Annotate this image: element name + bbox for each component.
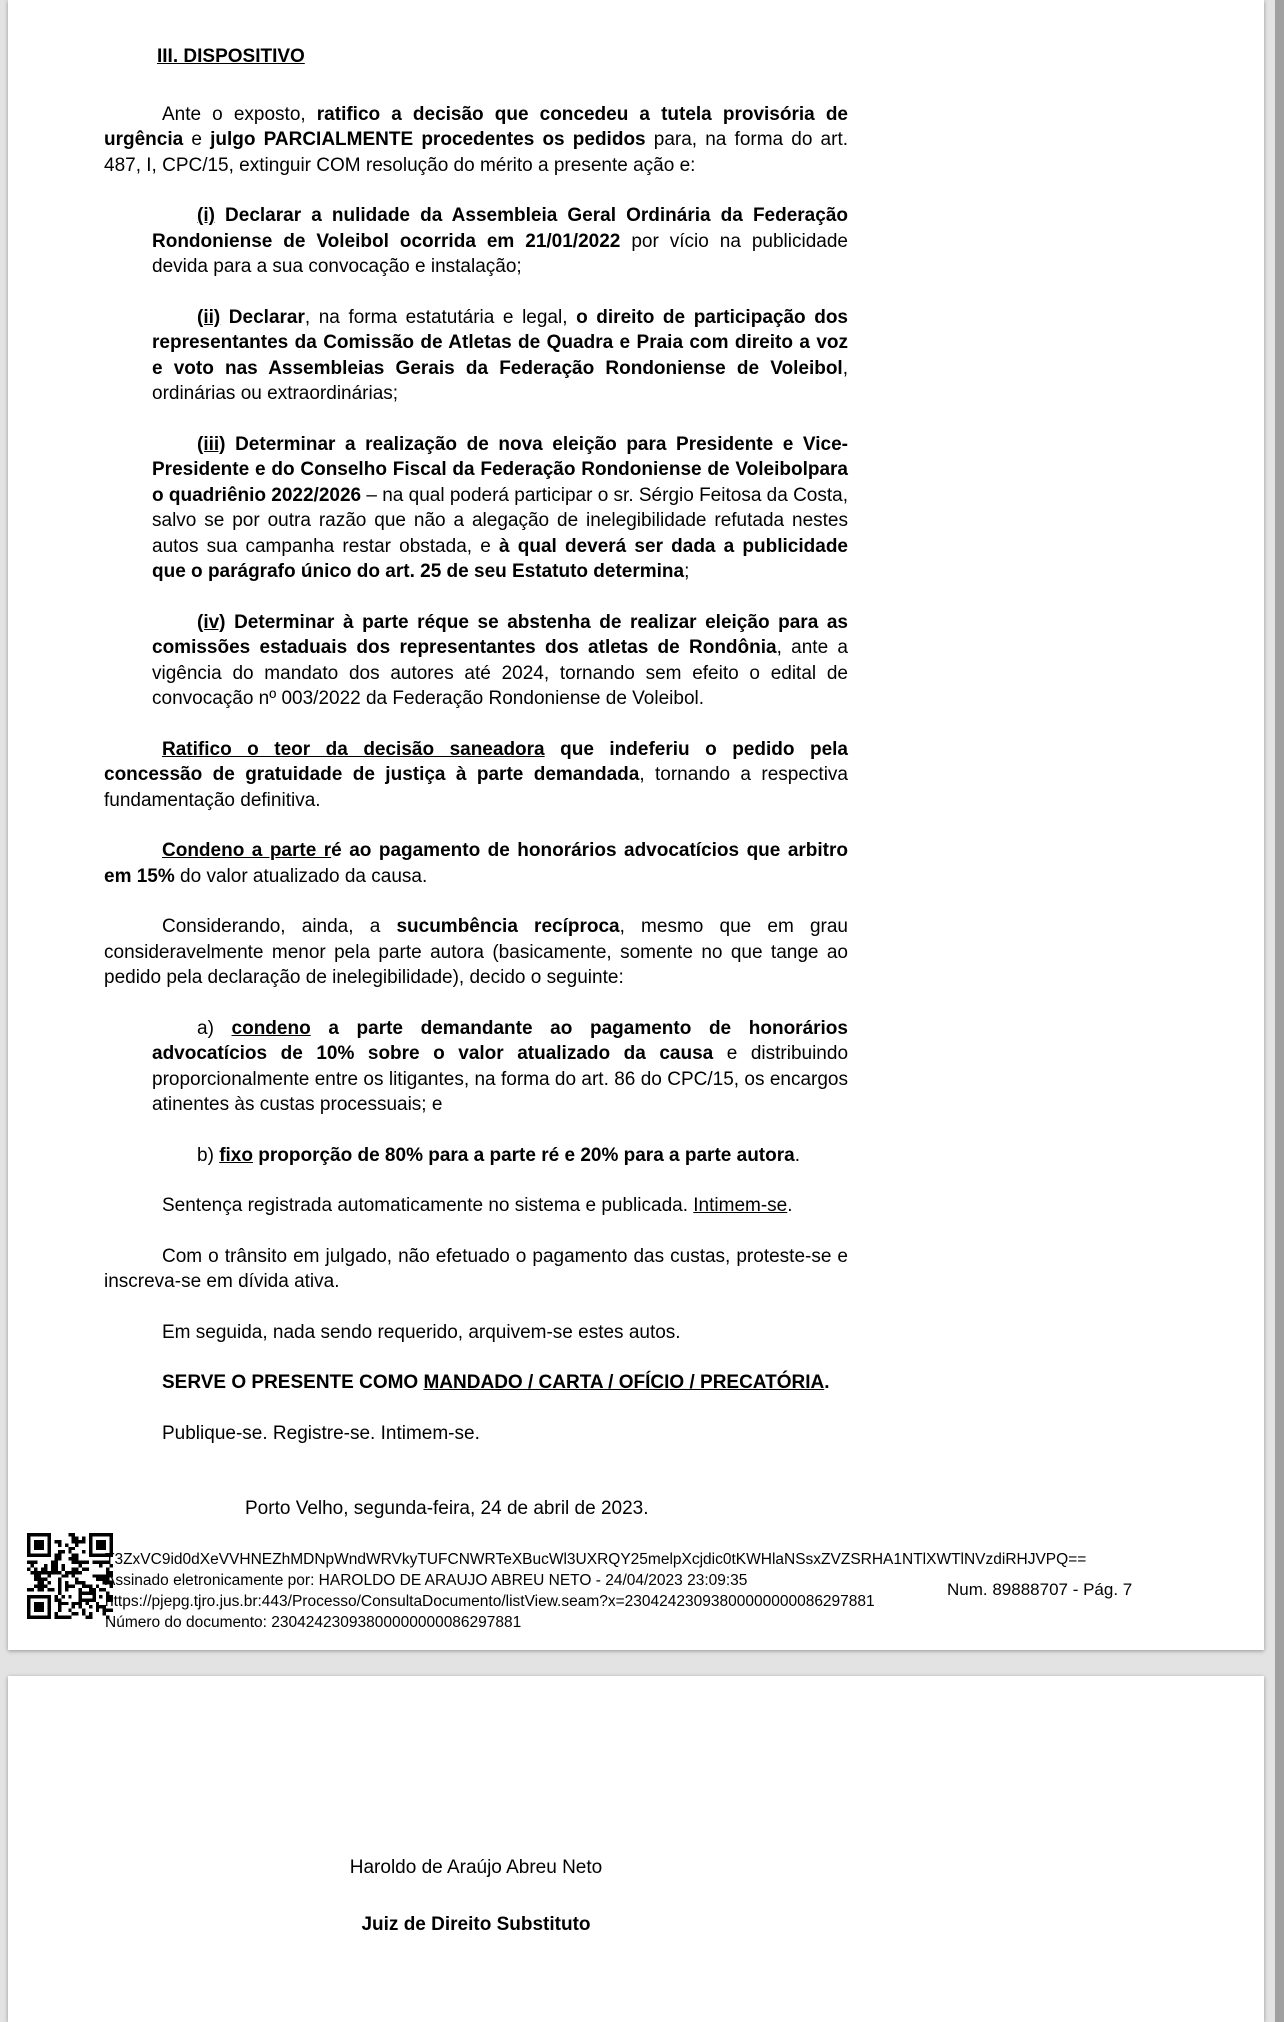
paragraph: Ante o exposto, ratifico a decisão que concedeu a tutela provisória de urgência e julgo PARCIALMENTE procedentes os pedidos para, na forma do art. 487, I, CPC/15, extinguir COM resolução do mérito a presente ação e: [104, 103, 849, 176]
pdf-page-8 [8, 1676, 1264, 2022]
pdf-page-7 [8, 0, 1264, 1650]
paragraph: Com o trânsito em julgado, não efetuado o pagamento das custas, proteste-se e inscreva-se em dívida ativa. [104, 1245, 848, 1292]
judge-name: Haroldo de Araújo Abreu Neto [349, 1857, 603, 1878]
paragraph: Condeno a parte ré ao pagamento de honorários advocatícios que arbitro em 15% do valor atualizado da causa. [104, 840, 848, 887]
paragraph: Ratifico o teor da decisão saneadora que indeferiu o pedido pela concessão de gratuidade de justiça à parte demandada, tornando a respectiva fundamentação definitiva. [104, 738, 848, 811]
judge-title: Juiz de Direito Substituto [361, 1914, 591, 1935]
page-reference: Num. 89888707 - Pág. 7 [947, 1580, 1133, 1599]
paragraph: (iv) Determinar à parte réque se abstenha de realizar eleição para as comissões estaduais dos representantes dos atletas de Rondônia, ante a vigência do mandato dos autores até 2024, tornando sem efeito o edital de convocação nº 003/2022 da Federação Rondoniense de Voleibol. [152, 611, 848, 709]
paragraph: Considerando, ainda, a sucumbência recíproca, mesmo que em grau consideravelmente menor pela parte autora (basicamente, somente no que tange ao pedido pela declaração de inelegibilidade), decido o seguinte: [104, 916, 848, 988]
verification-url: https://pjepg.tjro.jus.br:443/Processo/ConsultaDocumento/listView.seam?x=23042423093800000000086297881 [105, 1593, 875, 1610]
signed-by-line: Assinado eletronicamente por: HAROLDO DE ARAUJO ABREU NETO - 24/04/2023 23:09:35 [105, 1572, 748, 1589]
scrollbar[interactable] [1275, 0, 1284, 2022]
document-body [104, 0, 848, 1547]
paragraph: Porto Velho, segunda-feira, 24 de abril de 2023. [245, 1498, 649, 1519]
qr-code-icon [27, 1533, 113, 1619]
paragraph: b) fixo proporção de 80% para a parte ré e 20% para a parte autora. [197, 1144, 800, 1166]
paragraph: a) condeno a parte demandante ao pagamento de honorários advocatícios de 10% sobre o valor atualizado da causa e distribuindo proporcionalmente entre os litigantes, na forma do art. 86 do CPC/15, os encargos atinentes às custas processuais; e [152, 1017, 849, 1115]
section-title: III. DISPOSITIVO [157, 46, 305, 67]
paragraph: (iii) Determinar a realização de nova eleição para Presidente e Vice-Presidente e do Conselho Fiscal da Federação Rondoniense de Voleibolpara o quadriênio 2022/2026 – na qual poderá participar o sr. Sérgio Feitosa da Costa, salvo se por outra razão que não a alegação de inelegibilidade refutada nestes autos sua campanha restar obstada, e à qual deverá ser dada a publicidade que o parágrafo único do art. 25 de seu Estatuto determina; [152, 433, 848, 582]
paragraph: (i) Declarar a nulidade da Assembleia Geral Ordinária da Federação Rondoniense de Voleibol ocorrida em 21/01/2022 por vício na publicidade devida para a sua convocação e instalação; [152, 205, 848, 277]
paragraph: (ii) Declarar, na forma estatutária e legal, o direito de participação dos representantes da Comissão de Atletas de Quadra e Praia com direito a voz e voto nas Assembleias Gerais da Federação Rondoniense de Voleibol, ordinárias ou extraordinárias; [152, 306, 848, 404]
paragraph: Em seguida, nada sendo requerido, arquivem-se estes autos. [162, 1321, 681, 1343]
paragraph: Sentença registrada automaticamente no sistema e publicada. Intimem-se. [162, 1195, 793, 1216]
paragraph: Publique-se. Registre-se. Intimem-se. [162, 1422, 480, 1444]
signature-hash: T3ZxVC9id0dXeVVHNEZhMDNpWndWRVkyTUFCNWRTeXBucWl3UXRQY25melpXcjdic0tKWHlaNSsxZVZSRHA1NTlXWTlNVzdiRHJVPQ== [105, 1551, 1087, 1568]
document-number: Número do documento: 23042423093800000000086297881 [105, 1614, 522, 1631]
paragraph: SERVE O PRESENTE COMO MANDADO / CARTA / OFÍCIO / PRECATÓRIA. [162, 1372, 830, 1393]
